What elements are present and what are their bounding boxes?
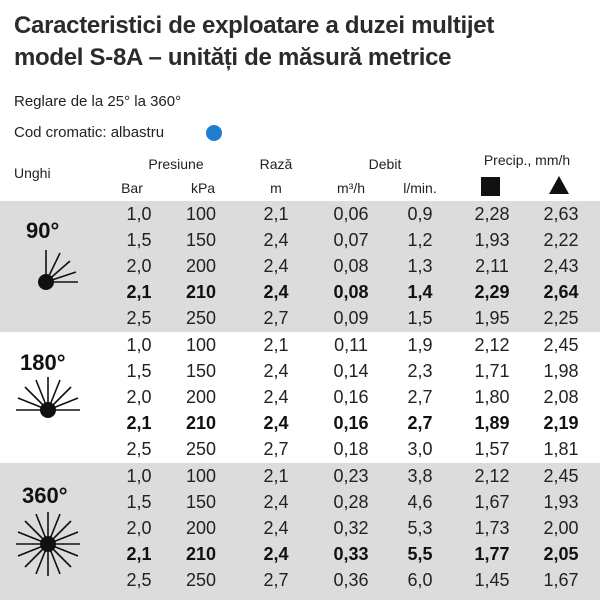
cell-kpa: 250: [185, 570, 217, 590]
cell-precip-square: 2,12: [474, 335, 510, 355]
cell-radius: 2,4: [263, 282, 289, 302]
cell-precip-square: 1,77: [474, 544, 510, 564]
cell-flow-lmin: 1,4: [407, 282, 433, 302]
cell-precip-square: 1,73: [474, 518, 510, 538]
cell-precip-square: 1,57: [474, 439, 510, 459]
cell-kpa: 100: [185, 204, 217, 224]
cell-kpa: 250: [185, 439, 217, 459]
cell-precip-triangle: 2,63: [543, 204, 579, 224]
color-code-dot-icon: [206, 125, 222, 141]
cell-flow-m3h: 0,06: [333, 204, 369, 224]
cell-radius: 2,4: [263, 361, 289, 381]
header-radius-unit: m: [270, 180, 282, 196]
cell-radius: 2,7: [263, 439, 289, 459]
cell-kpa: 150: [185, 361, 217, 381]
cell-flow-m3h: 0,07: [333, 230, 369, 250]
cell-radius: 2,4: [263, 387, 289, 407]
cell-precip-square: 1,71: [474, 361, 510, 381]
cell-kpa: 210: [185, 544, 217, 564]
cell-flow-m3h: 0,36: [333, 570, 369, 590]
spray-90-icon: [14, 248, 94, 328]
cell-radius: 2,4: [263, 492, 289, 512]
cell-flow-lmin: 1,9: [407, 335, 433, 355]
cell-flow-lmin: 5,5: [407, 544, 433, 564]
header-kpa: kPa: [190, 180, 216, 196]
cell-precip-square: 2,11: [475, 256, 509, 276]
cell-precip-triangle: 2,05: [543, 544, 579, 564]
cell-precip-square: 1,45: [474, 570, 510, 590]
cell-flow-m3h: 0,16: [333, 387, 369, 407]
angle-label-360: 360°: [22, 483, 68, 508]
cell-flow-lmin: 3,0: [407, 439, 433, 459]
cell-flow-lmin: 1,3: [407, 256, 433, 276]
cell-flow-m3h: 0,33: [333, 544, 369, 564]
cell-kpa: 200: [185, 256, 217, 276]
angle-label-180: 180°: [20, 350, 66, 375]
cell-precip-triangle: 2,45: [543, 335, 579, 355]
cell-flow-lmin: 2,3: [407, 361, 433, 381]
cell-radius: 2,1: [263, 466, 289, 486]
cell-precip-square: 2,28: [474, 204, 510, 224]
cell-precip-square: 1,67: [474, 492, 510, 512]
header-pressure: Presiune: [148, 156, 204, 172]
cell-flow-lmin: 0,9: [407, 204, 433, 224]
cell-precip-triangle: 1,67: [543, 570, 579, 590]
cell-precip-square: 2,12: [474, 466, 510, 486]
cell-radius: 2,4: [263, 230, 289, 250]
cell-bar: 1,0: [126, 466, 152, 486]
table-row: [0, 332, 600, 358]
header-angle: Unghi: [14, 165, 51, 181]
cell-flow-m3h: 0,28: [333, 492, 369, 512]
cell-precip-square: 1,93: [474, 230, 510, 250]
header-flow-lmin: l/min.: [403, 180, 437, 196]
cell-precip-triangle: 2,64: [543, 282, 579, 302]
cell-flow-m3h: 0,11: [334, 335, 368, 355]
cell-precip-square: 1,95: [474, 308, 510, 328]
cell-radius: 2,1: [263, 204, 289, 224]
cell-radius: 2,7: [263, 570, 289, 590]
header-flow: Debit: [368, 156, 402, 172]
cell-flow-m3h: 0,18: [333, 439, 369, 459]
title-line-1: Caracteristici de exploatare a duzei multijet: [14, 12, 495, 39]
cell-bar: 2,0: [126, 518, 152, 538]
cell-bar: 2,0: [126, 387, 152, 407]
cell-radius: 2,4: [263, 544, 289, 564]
cell-kpa: 200: [185, 518, 217, 538]
cell-radius: 2,1: [263, 335, 289, 355]
cell-radius: 2,4: [263, 518, 289, 538]
cell-precip-triangle: 2,22: [543, 230, 579, 250]
spray-360-icon: [8, 506, 92, 590]
cell-bar: 1,5: [126, 492, 152, 512]
square-icon: [481, 177, 500, 196]
cell-radius: 2,7: [263, 308, 289, 328]
adjust-range-text: Reglare de la 25° la 360°: [14, 93, 182, 110]
cell-precip-triangle: 1,93: [543, 492, 579, 512]
cell-bar: 1,5: [126, 361, 152, 381]
cell-kpa: 250: [185, 308, 217, 328]
cell-bar: 1,0: [126, 204, 152, 224]
title-line-2: model S-8A – unități de măsură metrice: [14, 44, 452, 71]
cell-flow-lmin: 1,2: [407, 230, 433, 250]
cell-flow-lmin: 2,7: [407, 413, 433, 433]
cell-flow-lmin: 5,3: [407, 518, 433, 538]
table-row: [0, 436, 600, 462]
page-title: [14, 10, 594, 74]
cell-bar: 2,0: [126, 256, 152, 276]
cell-flow-m3h: 0,32: [333, 518, 369, 538]
cell-precip-square: 1,80: [474, 387, 510, 407]
cell-precip-triangle: 2,00: [543, 518, 579, 538]
cell-precip-triangle: 2,08: [543, 387, 579, 407]
cell-kpa: 100: [185, 466, 217, 486]
cell-kpa: 210: [185, 282, 217, 302]
cell-bar: 1,5: [126, 230, 152, 250]
cell-bar: 2,1: [126, 282, 152, 302]
cell-flow-lmin: 6,0: [407, 570, 433, 590]
cell-flow-lmin: 3,8: [407, 466, 433, 486]
cell-kpa: 200: [185, 387, 217, 407]
cell-precip-triangle: 2,43: [543, 256, 579, 276]
cell-bar: 2,1: [126, 413, 152, 433]
header-precip: Precip., mm/h: [483, 152, 571, 168]
cell-radius: 2,4: [263, 413, 289, 433]
table-row: [0, 463, 600, 489]
cell-kpa: 100: [185, 335, 217, 355]
cell-bar: 2,5: [126, 308, 152, 328]
cell-precip-square: 1,89: [474, 413, 510, 433]
triangle-icon: [549, 176, 569, 194]
cell-flow-m3h: 0,16: [333, 413, 369, 433]
cell-flow-lmin: 4,6: [407, 492, 433, 512]
cell-precip-triangle: 2,25: [543, 308, 579, 328]
cell-flow-m3h: 0,14: [333, 361, 369, 381]
cell-flow-m3h: 0,08: [333, 282, 369, 302]
cell-flow-lmin: 2,7: [407, 387, 433, 407]
cell-flow-m3h: 0,08: [333, 256, 369, 276]
table-row: [0, 201, 600, 227]
cell-kpa: 150: [185, 492, 217, 512]
cell-flow-lmin: 1,5: [407, 308, 433, 328]
header-flow-m3h: m³/h: [337, 180, 365, 196]
cell-precip-triangle: 2,19: [543, 413, 579, 433]
cell-kpa: 150: [185, 230, 217, 250]
cell-precip-triangle: 2,45: [543, 466, 579, 486]
cell-radius: 2,4: [263, 256, 289, 276]
cell-bar: 2,5: [126, 570, 152, 590]
cell-bar: 1,0: [126, 335, 152, 355]
angle-label-90: 90°: [26, 218, 60, 243]
cell-bar: 2,5: [126, 439, 152, 459]
cell-precip-triangle: 1,81: [543, 439, 579, 459]
cell-precip-square: 2,29: [474, 282, 510, 302]
cell-bar: 2,1: [126, 544, 152, 564]
color-code-text: Cod cromatic: albastru: [14, 124, 165, 141]
header-bar: Bar: [121, 180, 143, 196]
header-radius: Rază: [259, 156, 293, 172]
cell-precip-triangle: 1,98: [543, 361, 579, 381]
spray-180-icon: [8, 372, 92, 432]
cell-kpa: 210: [185, 413, 217, 433]
cell-flow-m3h: 0,23: [333, 466, 369, 486]
cell-flow-m3h: 0,09: [333, 308, 369, 328]
